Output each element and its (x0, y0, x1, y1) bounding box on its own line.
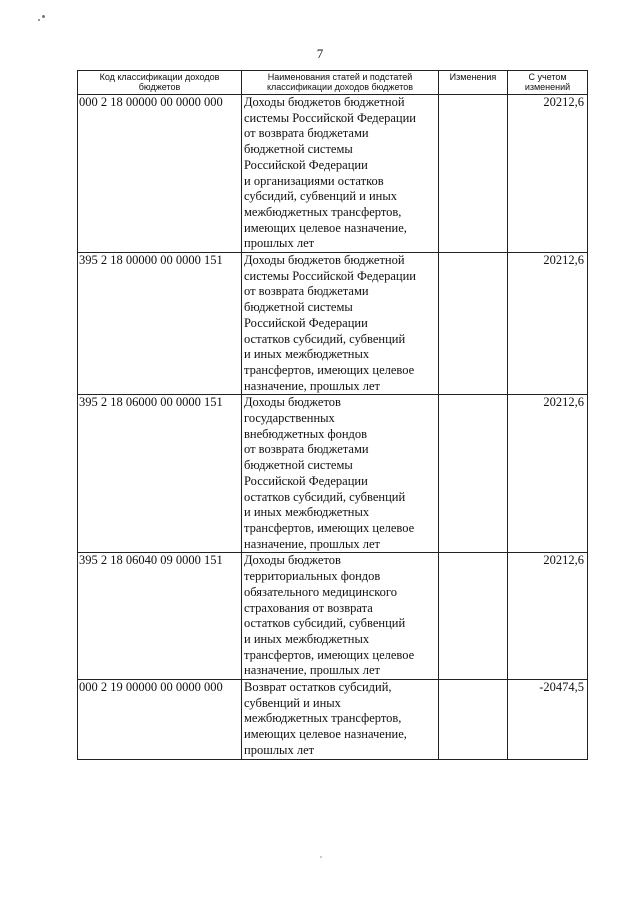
income-classification-table (77, 70, 588, 760)
table-row (78, 680, 588, 760)
scan-speck (38, 19, 40, 21)
row-code: 395 2 18 06040 09 0000 151 (78, 553, 242, 680)
table-row (78, 395, 588, 553)
row-code: 395 2 18 06000 00 0000 151 (78, 395, 242, 553)
table-row (78, 95, 588, 253)
row-after-changes: 20212,6 (508, 95, 588, 253)
header-changes: Изменения (439, 71, 508, 95)
row-after-changes: -20474,5 (508, 680, 588, 760)
row-changes (439, 253, 508, 395)
row-code: 395 2 18 00000 00 0000 151 (78, 253, 242, 395)
row-name: Возврат остатков субсидий, субвенций и иных межбюджетных трансфертов, имеющих целевое назначение, прошлых лет (242, 680, 439, 760)
row-after-changes: 20212,6 (508, 553, 588, 680)
table-header-row (78, 71, 588, 95)
row-name: Доходы бюджетов бюджетной системы Российской Федерации от возврата бюджетами бюджетной системы Российской Федерации остатков субсидий, субвенций и иных межбюджетных трансфертов, имеющих целевое назначение, прошлых лет (242, 253, 439, 395)
row-after-changes: 20212,6 (508, 395, 588, 553)
page-number: 7 (316, 46, 324, 61)
header-name: Наименования статей и подстатей классификации доходов бюджетов (242, 71, 439, 95)
row-name: Доходы бюджетов бюджетной системы Российской Федерации от возврата бюджетами бюджетной системы Российской Федерации и организациями остатков субсидий, субвенций и иных межбюджетных трансфертов, имеющих целевое назначение, прошлых лет (242, 95, 439, 253)
row-name: Доходы бюджетов государственных внебюджетных фондов от возврата бюджетами бюджетной системы Российской Федерации остатков субсидий, субвенций и иных межбюджетных трансфертов, имеющих целевое назначение, прошлых лет (242, 395, 439, 553)
scan-speck (42, 15, 45, 18)
row-changes (439, 680, 508, 760)
row-changes (439, 553, 508, 680)
row-name: Доходы бюджетов территориальных фондов обязательного медицинского страхования от возврата остатков субсидий, субвенций и иных межбюджетных трансфертов, имеющих целевое назначение, прошлых лет (242, 553, 439, 680)
header-code: Код классификации доходов бюджетов (78, 71, 242, 95)
row-code: 000 2 19 00000 00 0000 000 (78, 680, 242, 760)
scan-speck (320, 856, 322, 858)
table-row (78, 253, 588, 395)
row-after-changes: 20212,6 (508, 253, 588, 395)
table-row (78, 553, 588, 680)
row-changes (439, 395, 508, 553)
row-code: 000 2 18 00000 00 0000 000 (78, 95, 242, 253)
row-changes (439, 95, 508, 253)
header-after-changes: С учетом изменений (508, 71, 588, 95)
